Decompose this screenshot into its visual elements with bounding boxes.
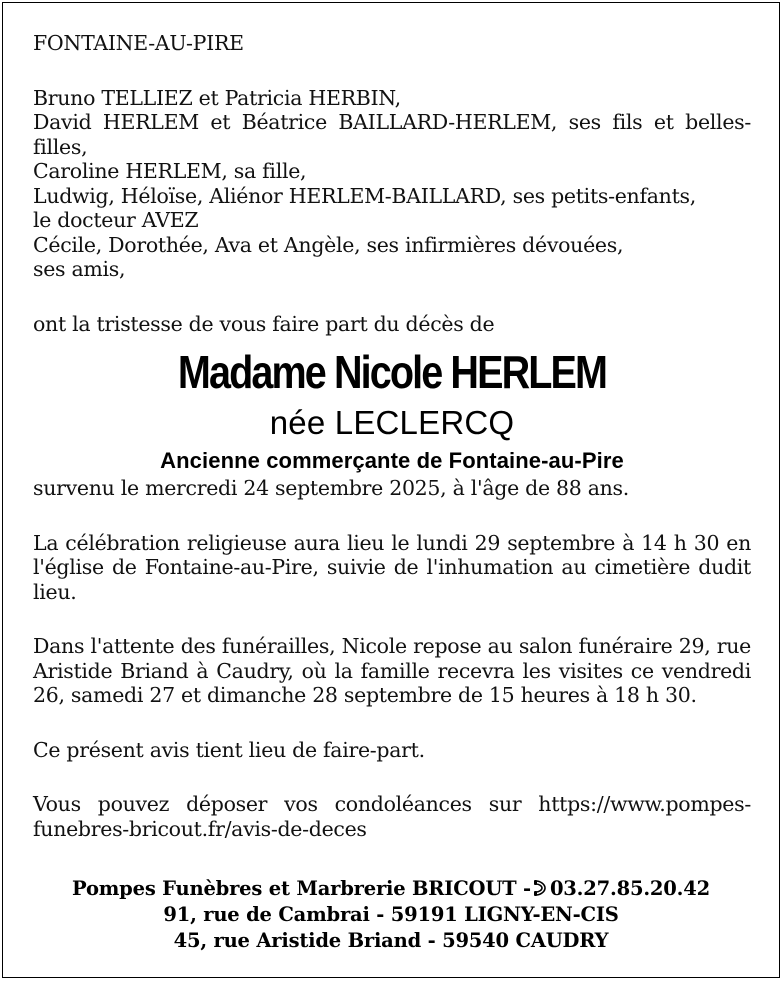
company-name: Pompes Funèbres et Marbrerie BRICOUT -	[72, 877, 531, 900]
address-line: 45, rue Aristide Briand - 59540 CAUDRY	[173, 929, 609, 952]
family-line: Cécile, Dorothée, Ava et Angèle, ses infirmières dévouées,	[33, 232, 624, 257]
phone-number: 03.27.85.20.42	[549, 877, 710, 900]
spacer	[33, 604, 751, 634]
death-date: survenu le mercredi 24 septembre 2025, à l'âge de 88 ans.	[33, 476, 629, 500]
town-heading: FONTAINE-AU-PIRE	[33, 31, 244, 55]
notice-body	[33, 31, 751, 841]
family-line: ses amis,	[33, 257, 126, 281]
notice-text: Ce présent avis tient lieu de faire-part.	[33, 737, 425, 762]
family-line: David HERLEM et Béatrice BAILLARD-HERLEM, ses fils et belles-filles,	[33, 110, 751, 159]
spacer	[33, 708, 751, 738]
address-line: 91, rue de Cambrai - 59191 LIGNY-EN-CIS	[163, 903, 619, 926]
family-list	[33, 86, 751, 282]
ceremony-paragraph: La célébration religieuse aura lieu le lundi 29 septembre à 14 h 30 en l'église de Fontaine-au-Pire, suivie de l'inhumation au cimetière dudit lieu.	[33, 530, 751, 604]
telephone-icon	[533, 876, 549, 902]
deceased-name: Madame Nicole HERLEM	[177, 346, 607, 398]
maiden-name: née LECLERCQ	[269, 404, 515, 441]
obituary-notice	[2, 2, 780, 978]
family-line: Bruno TELLIEZ et Patricia HERBIN,	[33, 85, 401, 110]
company-line	[3, 876, 779, 902]
announcement-text: ont la tristesse de vous faire part du décès de	[33, 311, 495, 336]
occupation: Ancienne commerçante de Fontaine-au-Pire	[160, 448, 624, 473]
family-line: Ludwig, Héloïse, Aliénor HERLEM-BAILLARD, ses petits-enfants,	[33, 183, 696, 208]
family-line: Caroline HERLEM, sa fille,	[33, 159, 307, 183]
visitation-paragraph: Dans l'attente des funérailles, Nicole repose au salon funéraire 29, rue Aristide Briand à Caudry, où la famille recevra les visites ce vendredi 26, samedi 27 et dimanche 28 septembre de 15 heures à 18 h 30.	[33, 634, 751, 707]
spacer	[33, 762, 751, 792]
spacer	[33, 501, 751, 531]
condolences-paragraph: Vous pouvez déposer vos condoléances sur https://www.pompes-funebres-bricout.fr/avis-de-deces	[33, 792, 751, 841]
spacer	[33, 56, 751, 86]
spacer	[33, 282, 751, 312]
funeral-home-footer	[3, 876, 779, 954]
family-line: le docteur AVEZ	[33, 208, 199, 232]
